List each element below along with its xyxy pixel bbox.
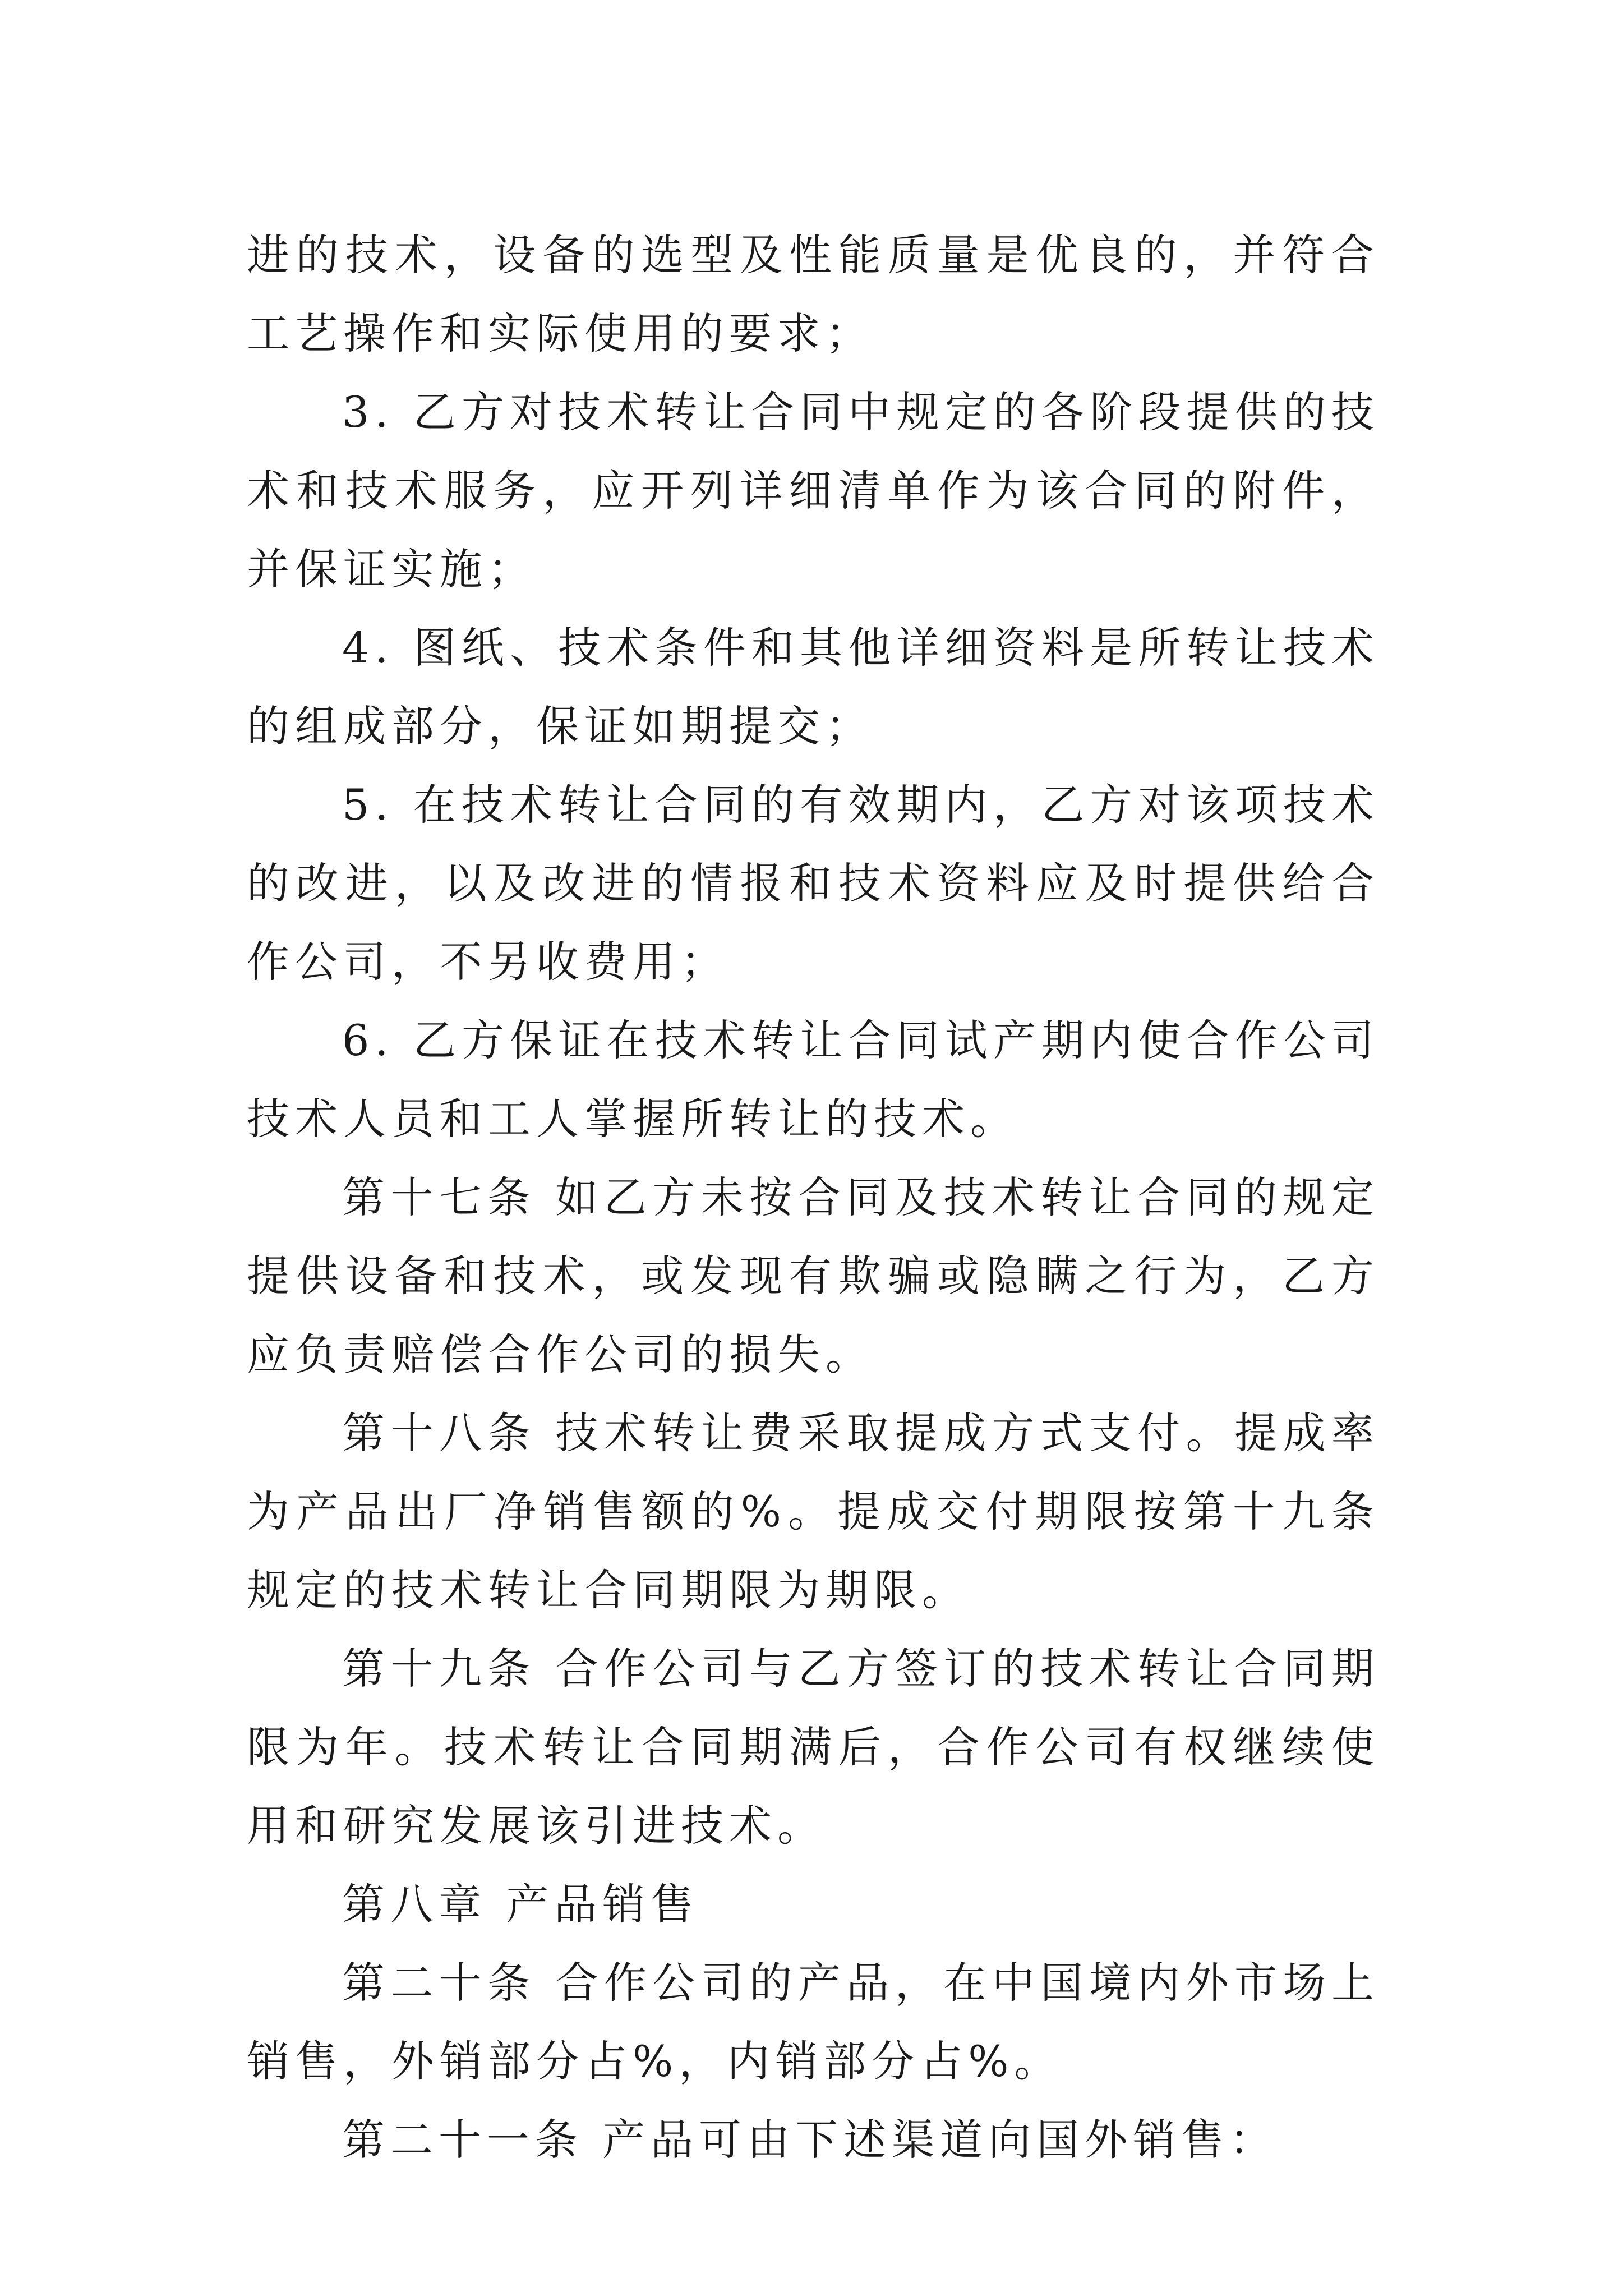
document-body xyxy=(247,216,1380,2179)
article-18: 第十八条 技术转让费采取提成方式支付。提成率为产品出厂净销售额的%。提成交付期限按第十九条规定的技术转让合同期限为期限。 xyxy=(247,1408,1380,1615)
clause-item-6: 6. 乙方保证在技术转让合同试产期内使合作公司技术人员和工人掌握所转让的技术。 xyxy=(247,1015,1380,1144)
article-20: 第二十条 合作公司的产品，在中国境内外市场上销售，外销部分占%，内销部分占%。 xyxy=(247,1958,1380,2086)
article-19: 第十九条 合作公司与乙方签订的技术转让合同期限为年。技术转让合同期满后，合作公司有权继续使用和研究发展该引进技术。 xyxy=(247,1644,1380,1851)
clause-item-3: 3. 乙方对技术转让合同中规定的各阶段提供的技术和技术服务，应开列详细清单作为该合同的附件，并保证实施； xyxy=(247,387,1380,594)
article-21: 第二十一条 产品可由下述渠道向国外销售： xyxy=(342,2115,1278,2165)
paragraph: 进的技术，设备的选型及性能质量是优良的，并符合工艺操作和实际使用的要求； xyxy=(247,230,1380,358)
clause-item-5: 5. 在技术转让合同的有效期内，乙方对该项技术的改进，以及改进的情报和技术资料应及时提供给合作公司，不另收费用； xyxy=(247,780,1380,987)
article-17: 第十七条 如乙方未按合同及技术转让合同的规定提供设备和技术，或发现有欺骗或隐瞒之行为，乙方应负责赔偿合作公司的损失。 xyxy=(247,1172,1380,1379)
chapter-heading: 第八章 产品销售 xyxy=(342,1879,699,1929)
clause-item-4: 4. 图纸、技术条件和其他详细资料是所转让技术的组成部分，保证如期提交； xyxy=(247,623,1380,751)
